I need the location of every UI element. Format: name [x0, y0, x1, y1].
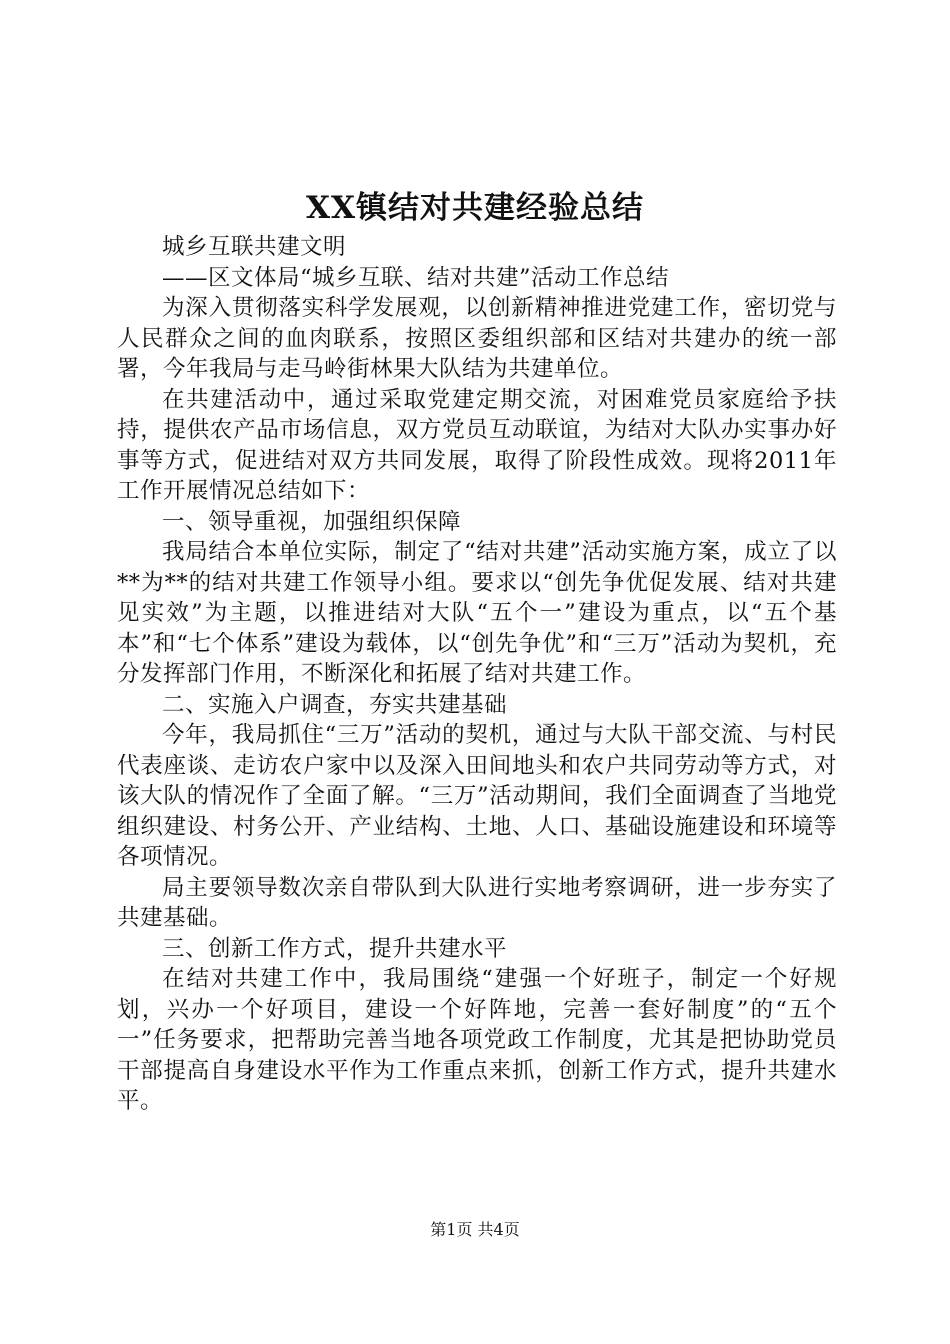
paragraph-activities: 在共建活动中，通过采取党建定期交流，对困难党员家庭给予扶持，提供农产品市场信息，双方党员互动联谊，为结对大队办实事办好事等方式，促进结对双方共同发展，取得了阶段性成效。现将2011年工作开展情况总结如下： [117, 386, 837, 504]
paragraph-subtitle: 城乡互联共建文明 [162, 234, 347, 260]
paragraph-section-2b: 局主要领导数次亲自带队到大队进行实地考察调研，进一步夯实了共建基础。 [117, 874, 837, 931]
paragraph-intro: 为深入贯彻落实科学发展观，以创新精神推进党建工作，密切党与人民群众之间的血肉联系，按照区委组织部和区结对共建办的统一部署，今年我局与走马岭街林果大队结为共建单位。 [117, 295, 837, 382]
document-body [117, 232, 837, 1117]
section-heading-2: 二、实施入户调查，夯实共建基础 [162, 691, 508, 718]
section-heading-1: 一、领导重视，加强组织保障 [162, 508, 462, 535]
paragraph-section-2a: 今年，我局抓住“三万”活动的契机，通过与大队干部交流、与村民代表座谈、走访农户家中以及深入田间地头和农户共同劳动等方式，对该大队的情况作了全面了解。“三万”活动期间，我们全面调查了当地党组织建设、村务公开、产业结构、土地、人口、基础设施建设和环境等各项情况。 [117, 722, 837, 870]
paragraph-section-3: 在结对共建工作中，我局围绕“建强一个好班子，制定一个好规划，兴办一个好项目，建设一个好阵地，完善一套好制度”的“五个一”任务要求，把帮助完善当地各项党政工作制度，尤其是把协助党员干部提高自身建设水平作为工作重点来抓，创新工作方式，提升共建水平。 [117, 966, 837, 1114]
document-title: XX镇结对共建经验总结 [305, 190, 645, 226]
section-heading-3: 三、创新工作方式，提升共建水平 [162, 935, 508, 962]
page-number-footer: 第1页 共4页 [430, 1220, 520, 1239]
paragraph-section-1: 我局结合本单位实际，制定了“结对共建”活动实施方案，成立了以**为**的结对共建工作领导小组。要求以“创先争优促发展、结对共建见实效”为主题，以推进结对大队“五个一”建设为重点，以“五个基本”和“七个体系”建设为载体，以“创先争优”和“三万”活动为契机，充分发挥部门作用，不断深化和拓展了结对共建工作。 [117, 539, 837, 687]
paragraph-subheading: ——区文体局“城乡互联、结对共建”活动工作总结 [162, 264, 670, 291]
